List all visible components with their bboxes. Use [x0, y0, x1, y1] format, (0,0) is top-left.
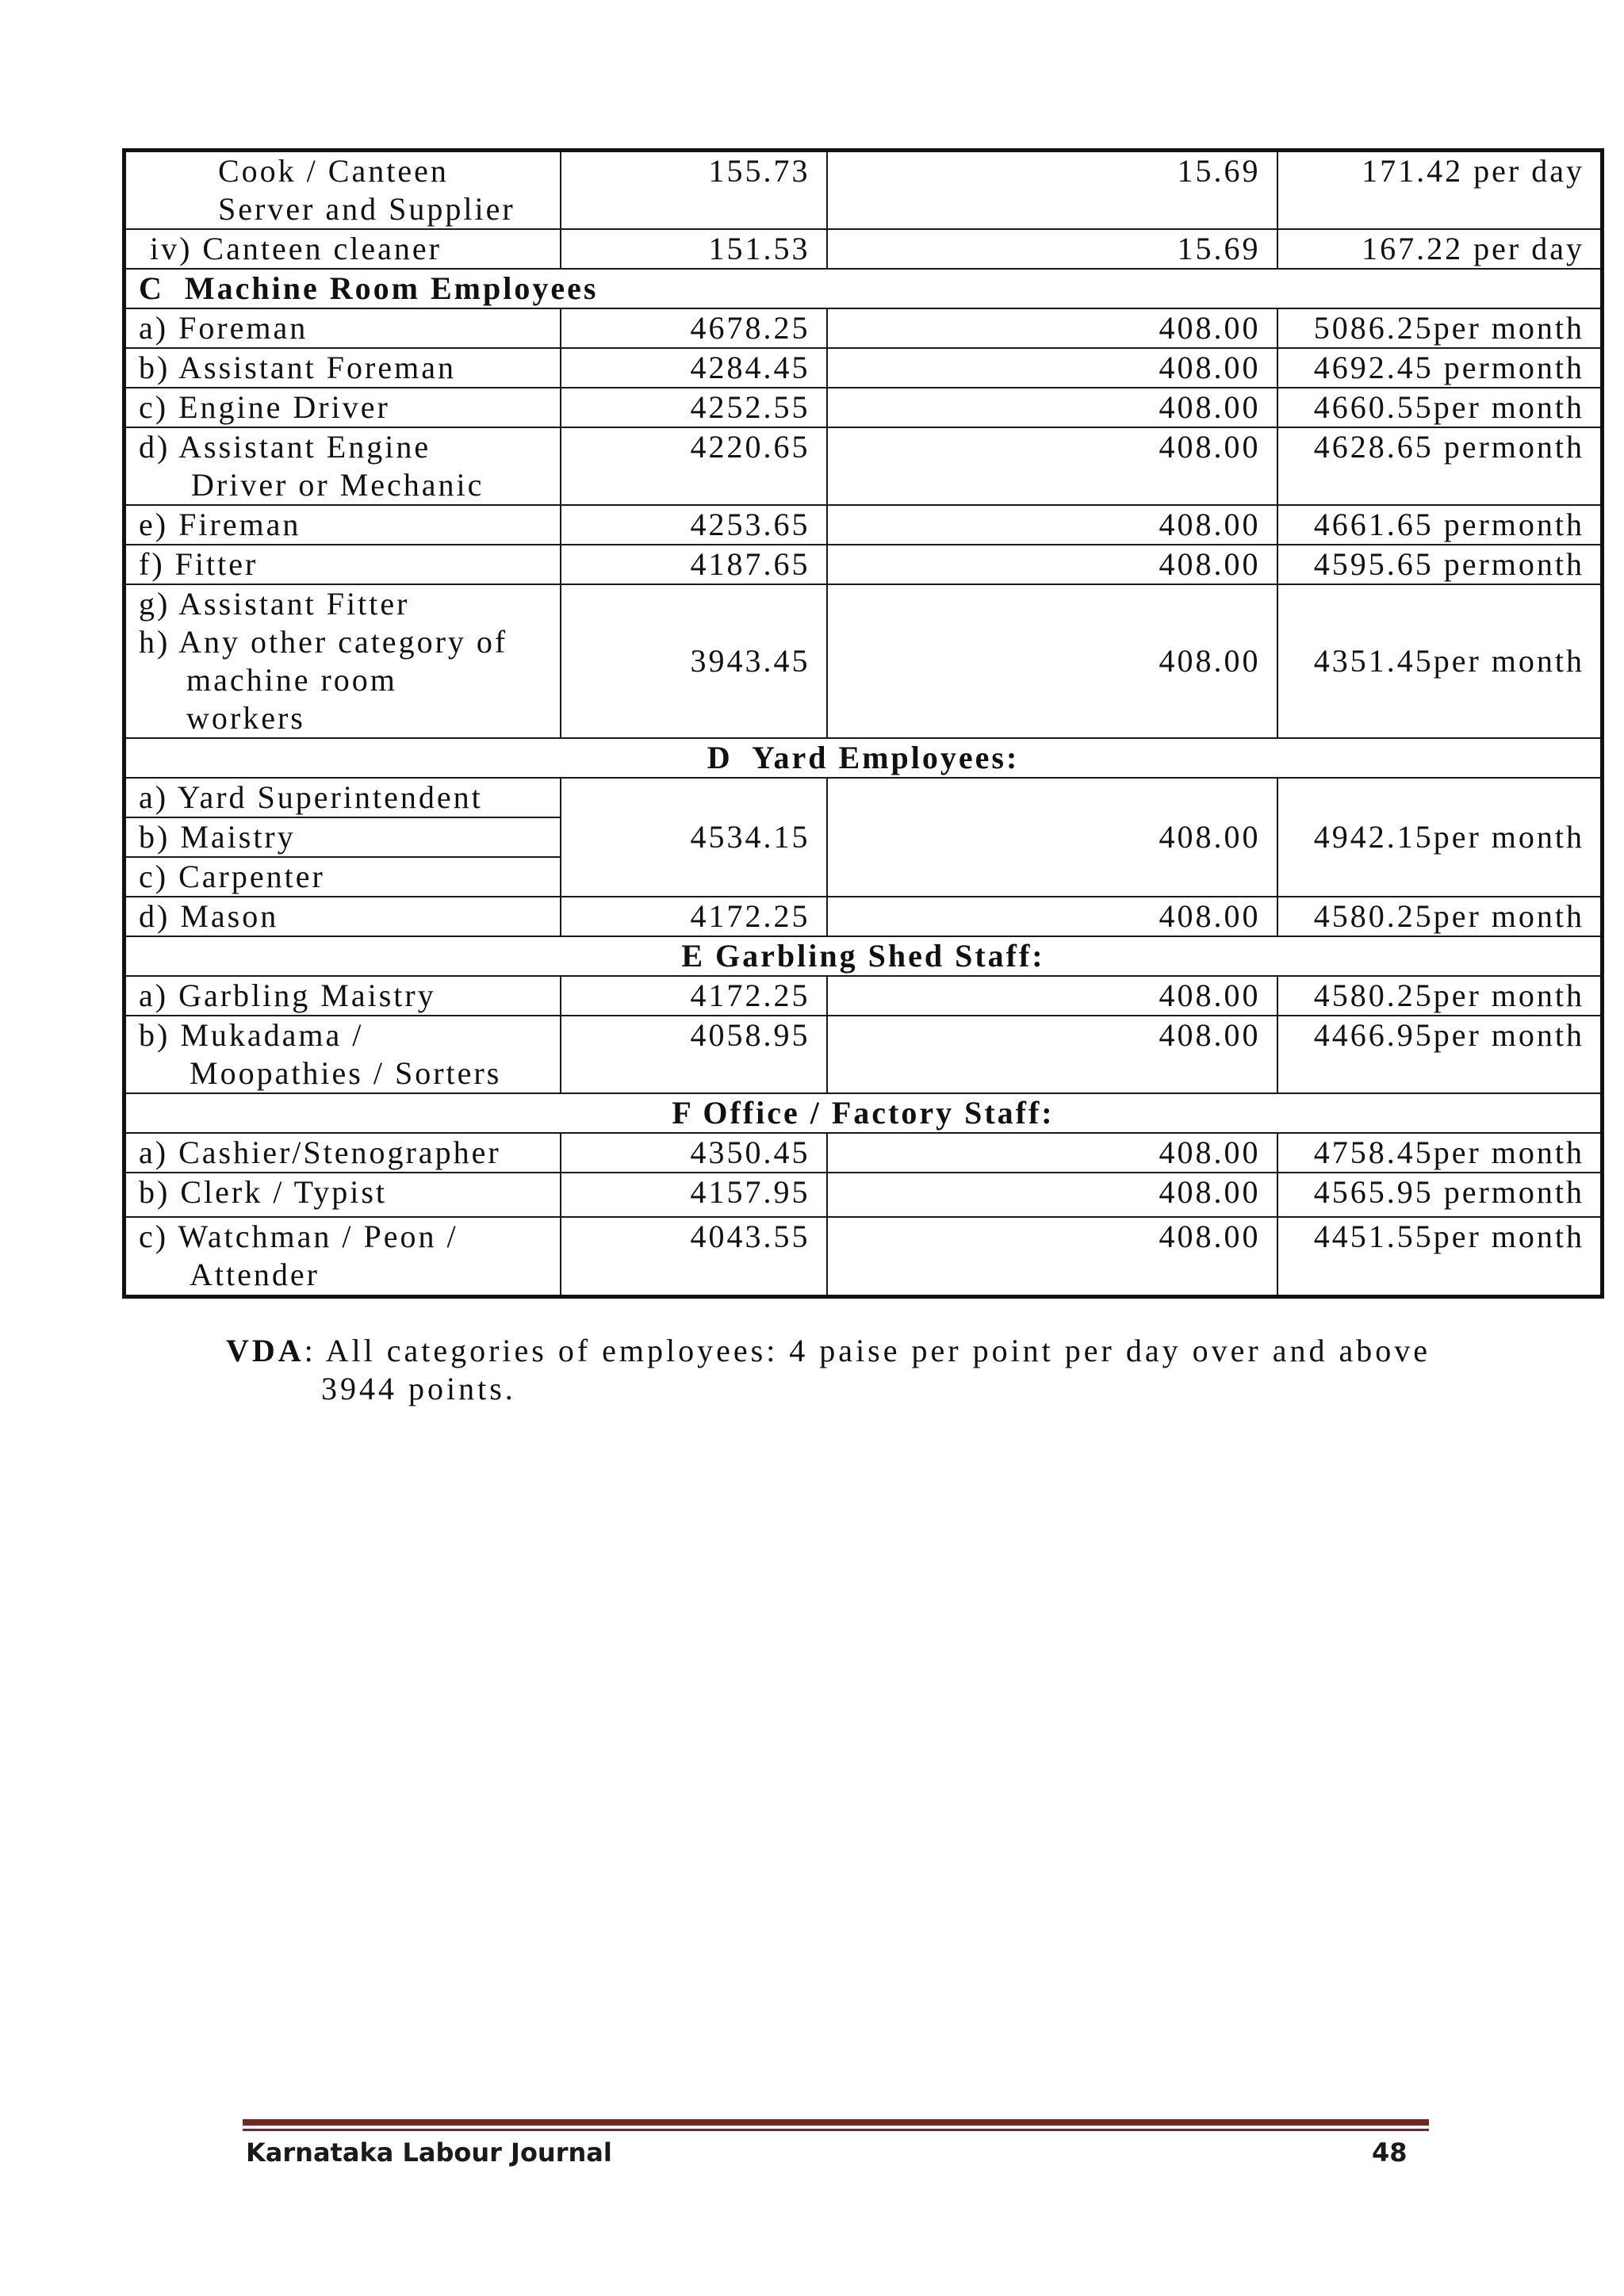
- vda-cell: 15.69: [827, 151, 1277, 230]
- basic-cell: 4678.25: [561, 308, 827, 348]
- category-label: Cook / Canteen: [218, 153, 449, 189]
- table-row: [124, 348, 1603, 388]
- vda-note-text: : All categories of employees: 4 paise per point per day over and above: [304, 1333, 1431, 1368]
- total-cell: 4758.45per month: [1277, 1133, 1603, 1173]
- vda-cell: 408.00: [827, 505, 1277, 545]
- total-cell: 5086.25per month: [1277, 308, 1603, 348]
- section-row: [124, 269, 1603, 308]
- vda-cell: 408.00: [827, 427, 1277, 505]
- table-row: [124, 308, 1603, 348]
- footer-rule: [243, 2119, 1429, 2126]
- category-cell: a) Foreman: [124, 308, 561, 348]
- section-row: [124, 738, 1603, 778]
- table-row: [124, 778, 1603, 817]
- category-cell: a) Cashier/Stenographer: [124, 1133, 561, 1173]
- vda-cell: 408.00: [827, 897, 1277, 936]
- category-cell: [124, 151, 561, 230]
- category-cell: iv) Canteen cleaner: [124, 229, 561, 269]
- table-row: [124, 1173, 1603, 1217]
- category-cell: [124, 427, 561, 505]
- vda-cell: 408.00: [827, 545, 1277, 584]
- vda-note-text-continued: 3944 points.: [321, 1371, 516, 1406]
- total-cell: 4661.65 permonth: [1277, 505, 1603, 545]
- basic-cell: 155.73: [561, 151, 827, 230]
- table-row: [124, 151, 1603, 230]
- category-cell: d) Mason: [124, 897, 561, 936]
- vda-cell: 408.00: [827, 308, 1277, 348]
- category-cell: [124, 1217, 561, 1296]
- vda-cell: 408.00: [827, 584, 1277, 738]
- basic-cell: 4157.95: [561, 1173, 827, 1217]
- table-row: [124, 427, 1603, 505]
- category-cell: f) Fitter: [124, 545, 561, 584]
- basic-cell: 4172.25: [561, 976, 827, 1016]
- table-row: [124, 229, 1603, 269]
- vda-cell: 408.00: [827, 348, 1277, 388]
- category-cell: a) Garbling Maistry: [124, 976, 561, 1016]
- total-cell: 4351.45per month: [1277, 584, 1603, 738]
- total-cell: 4580.25per month: [1277, 976, 1603, 1016]
- category-label: g) Assistant Fitter: [139, 586, 410, 622]
- section-row: [124, 1093, 1603, 1133]
- category-cell: a) Yard Superintendent: [124, 778, 561, 817]
- category-label: Driver or Mechanic: [191, 467, 485, 503]
- vda-cell: 408.00: [827, 388, 1277, 427]
- category-cell: [124, 584, 561, 738]
- table-row: [124, 976, 1603, 1016]
- category-label: Server and Supplier: [218, 191, 515, 227]
- table-row: [124, 545, 1603, 584]
- total-cell: 4595.65 permonth: [1277, 545, 1603, 584]
- category-cell: b) Maistry: [124, 817, 561, 857]
- total-cell: 4628.65 permonth: [1277, 427, 1603, 505]
- table-row: [124, 1133, 1603, 1173]
- vda-note-label: VDA: [226, 1333, 304, 1368]
- basic-cell: 4253.65: [561, 505, 827, 545]
- vda-cell: 408.00: [827, 778, 1277, 897]
- total-cell: 4692.45 permonth: [1277, 348, 1603, 388]
- table-row: [124, 1217, 1603, 1296]
- vda-cell: 408.00: [827, 1173, 1277, 1217]
- total-cell: 167.22 per day: [1277, 229, 1603, 269]
- basic-cell: 4534.15: [561, 778, 827, 897]
- table-row: [124, 505, 1603, 545]
- basic-cell: 4172.25: [561, 897, 827, 936]
- basic-cell: 151.53: [561, 229, 827, 269]
- table-row: [124, 1016, 1603, 1093]
- vda-cell: 15.69: [827, 229, 1277, 269]
- basic-cell: 4043.55: [561, 1217, 827, 1296]
- basic-cell: 4220.65: [561, 427, 827, 505]
- vda-note: [226, 1332, 1495, 1408]
- vda-cell: 408.00: [827, 1016, 1277, 1093]
- category-label: machine room: [186, 662, 397, 698]
- basic-cell: 4187.65: [561, 545, 827, 584]
- table-row: [124, 388, 1603, 427]
- category-label: Attender: [190, 1257, 320, 1292]
- section-row: [124, 936, 1603, 976]
- total-cell: 4466.95per month: [1277, 1016, 1603, 1093]
- total-cell: 4580.25per month: [1277, 897, 1603, 936]
- basic-cell: 4252.55: [561, 388, 827, 427]
- total-cell: 4451.55per month: [1277, 1217, 1603, 1296]
- section-heading: C Machine Room Employees: [124, 269, 1603, 308]
- category-cell: [124, 1016, 561, 1093]
- total-cell: 4942.15per month: [1277, 778, 1603, 897]
- table-row: [124, 584, 1603, 738]
- page-number: 48: [1372, 2137, 1408, 2168]
- category-cell: c) Carpenter: [124, 857, 561, 897]
- basic-cell: 4058.95: [561, 1016, 827, 1093]
- total-cell: 4565.95 permonth: [1277, 1173, 1603, 1217]
- footer-rule-thin: [243, 2129, 1429, 2131]
- category-label: workers: [186, 700, 305, 736]
- vda-cell: 408.00: [827, 1133, 1277, 1173]
- category-label: d) Assistant Engine: [139, 429, 431, 465]
- total-cell: 4660.55per month: [1277, 388, 1603, 427]
- vda-cell: 408.00: [827, 976, 1277, 1016]
- category-cell: c) Engine Driver: [124, 388, 561, 427]
- wage-rate-table: [122, 148, 1604, 1299]
- category-cell: e) Fireman: [124, 505, 561, 545]
- basic-cell: 3943.45: [561, 584, 827, 738]
- category-label: Moopathies / Sorters: [190, 1055, 502, 1091]
- section-heading: D Yard Employees:: [124, 738, 1603, 778]
- total-cell: 171.42 per day: [1277, 151, 1603, 230]
- table-row: [124, 897, 1603, 936]
- basic-cell: 4284.45: [561, 348, 827, 388]
- category-cell: b) Clerk / Typist: [124, 1173, 561, 1217]
- category-label: b) Mukadama /: [139, 1017, 364, 1053]
- category-label: h) Any other category of: [139, 624, 508, 660]
- vda-cell: 408.00: [827, 1217, 1277, 1296]
- section-heading: E Garbling Shed Staff:: [124, 936, 1603, 976]
- section-heading: F Office / Factory Staff:: [124, 1093, 1603, 1133]
- category-cell: b) Assistant Foreman: [124, 348, 561, 388]
- category-label: c) Watchman / Peon /: [139, 1219, 458, 1254]
- basic-cell: 4350.45: [561, 1133, 827, 1173]
- journal-title: Karnataka Labour Journal: [246, 2137, 612, 2168]
